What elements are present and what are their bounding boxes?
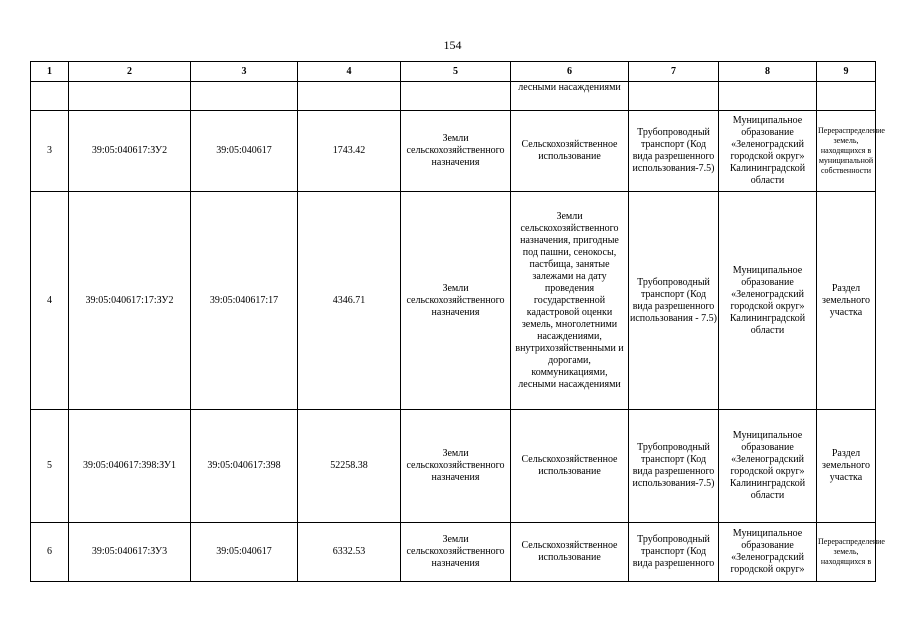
cadastral-number: 39:05:040617:ЗУ3 — [69, 523, 191, 582]
table-row — [31, 410, 876, 523]
header-cell: 2 — [69, 62, 191, 82]
purpose: Трубопроводный транспорт (Код вида разрешенного использования - 7.5) — [629, 192, 719, 410]
owner: Муниципальное образование «Зеленоградский городской округ» — [719, 523, 817, 582]
table-row — [31, 82, 876, 111]
owner: Муниципальное образование «Зеленоградский городской округ» Калининградской области — [719, 410, 817, 523]
header-cell: 6 — [511, 62, 629, 82]
area: 6332.53 — [298, 523, 401, 582]
table-cell — [69, 82, 191, 111]
permitted-use: Сельскохозяйственное использование — [511, 410, 629, 523]
permitted-use: Сельскохозяйственное использование — [511, 111, 629, 192]
header-cell: 7 — [629, 62, 719, 82]
table-row — [31, 111, 876, 192]
header-cell: 1 — [31, 62, 69, 82]
source-plot: 39:05:040617 — [191, 111, 298, 192]
table-row — [31, 192, 876, 410]
table-cell — [719, 82, 817, 111]
header-cell: 3 — [191, 62, 298, 82]
purpose: Трубопроводный транспорт (Код вида разрешенного использования-7.5) — [629, 410, 719, 523]
header-cell: 8 — [719, 62, 817, 82]
header-row — [31, 62, 876, 82]
table-cell — [191, 82, 298, 111]
table-cell — [298, 82, 401, 111]
permitted-use: Земли сельскохозяйственного назначения, пригодные под пашни, сенокосы, пастбища, занятые залежами на дату проведения государственной кадастровой оценки земель, многолетними насаждениями, внутрихозяйственными и дорогами, коммуникациями, лесными насаждениями — [511, 192, 629, 410]
owner: Муниципальное образование «Зеленоградский городской округ» Калининградской области — [719, 192, 817, 410]
table-cell — [629, 82, 719, 111]
permitted-use: Сельскохозяйственное использование — [511, 523, 629, 582]
source-plot: 39:05:040617:17 — [191, 192, 298, 410]
owner: Муниципальное образование «Зеленоградский городской округ» Калининградской области — [719, 111, 817, 192]
formation-method: Перераспределение земель, находящихся в муниципальной собственности — [817, 111, 876, 192]
area: 1743.42 — [298, 111, 401, 192]
table-cell — [31, 82, 69, 111]
land-category: Земли сельскохозяйственного назначения — [401, 111, 511, 192]
row-number: 6 — [31, 523, 69, 582]
formation-method: Раздел земельного участка — [817, 192, 876, 410]
table-cell — [401, 82, 511, 111]
row-number: 3 — [31, 111, 69, 192]
formation-method: Раздел земельного участка — [817, 410, 876, 523]
table-cell — [817, 82, 876, 111]
header-cell: 9 — [817, 62, 876, 82]
cadastral-number: 39:05:040617:ЗУ2 — [69, 111, 191, 192]
header-cell: 5 — [401, 62, 511, 82]
source-plot: 39:05:040617:398 — [191, 410, 298, 523]
land-category: Земли сельскохозяйственного назначения — [401, 523, 511, 582]
land-category: Земли сельскохозяйственного назначения — [401, 410, 511, 523]
purpose: Трубопроводный транспорт (Код вида разрешенного — [629, 523, 719, 582]
land-category: Земли сельскохозяйственного назначения — [401, 192, 511, 410]
land-plots-table — [30, 61, 885, 582]
cadastral-number: 39:05:040617:17:ЗУ2 — [69, 192, 191, 410]
row-number: 5 — [31, 410, 69, 523]
row-number: 4 — [31, 192, 69, 410]
page-number: 154 — [443, 38, 462, 52]
area: 4346.71 — [298, 192, 401, 410]
cadastral-number: 39:05:040617:398:ЗУ1 — [69, 410, 191, 523]
table-row — [31, 523, 876, 582]
area: 52258.38 — [298, 410, 401, 523]
continuation-cell: лесными насаждениями — [511, 82, 629, 111]
purpose: Трубопроводный транспорт (Код вида разрешенного использования-7.5) — [629, 111, 719, 192]
source-plot: 39:05:040617 — [191, 523, 298, 582]
formation-method: Перераспределение земель, находящихся в — [817, 523, 876, 582]
header-cell: 4 — [298, 62, 401, 82]
